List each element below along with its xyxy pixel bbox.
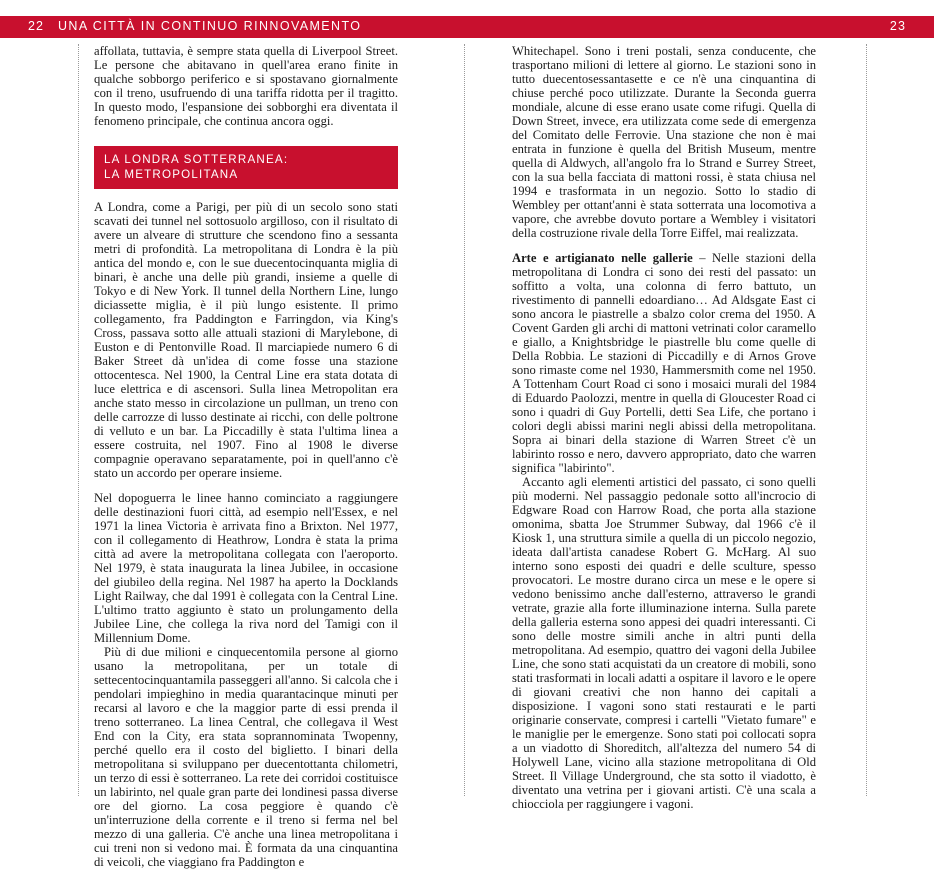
paragraph: A Londra, come a Parigi, per più di un secolo sono stati scavati dei tunnel nel sottosuolo argilloso, con il risultato di avere un alveare di strutture che scendono fino a sessanta metri di profondità. La metropolitana di Londra è la più antica del mondo e, con le sue duecentocinquanta miglia di binari, è anche una delle più grandi, insieme a quelle di Tokyo e di New York. Il tunnel della Northern Line, lungo diciassette miglia, è il più lungo esistente. Il primo collegamento, fra Paddington e Farringdon, via King's Cross, passava sotto alle attuali stazioni di Marylebone, di Euston e di Pentonville Road. Il marciapiede numero 6 di Baker Street dà un'idea di come fosse una stazione ottocentesca. Nel 1900, la Central Line era stata dotata di luce elettrica e di ascensori. Sulla linea Metropolitan era anche stato messo in circolazione un pullman, un treno con delle carrozze di lusso destinate ai ricchi, con delle poltrone di velluto e un bar. La Piccadilly è stata l'ultima linea a essere costruita, nel 1907. Fino al 1908 le diverse compagnie operavano separatamente, poi in quell'anno c'è stato un accordo per operare insieme. [94, 200, 398, 480]
paragraph: Whitechapel. Sono i treni postali, senza conducente, che trasportano milioni di lettere al giorno. Le stazioni sono in tutto duecentosessantasette e ce n'è una cinquantina di chiuse perché poco utilizzate. Durante la Seconda guerra mondiale, alcune di esse erano usate come rifugi. Quella di Down Street, invece, era utilizzata come sede di emergenza del Comitato delle Ferrovie. Una stazione che non è mai entrata in funzione è quella del British Museum, mentre quella di Aldwych, all'angolo fra lo Strand e Surrey Street, con la sua bella facciata di mattoni rossi, è stata chiusa nel 1994 e trasformata in un negozio. Sotto lo stadio di Wembley per ottant'anni è stata sotterrata una locomotiva a vapore, che avrebbe dovuto portare a Wembley i visitatori della costruzione rivale della Torre Eiffel, mai realizzata. [512, 44, 816, 240]
column-rule-right [866, 44, 867, 796]
paragraph: Accanto agli elementi artistici del passato, ci sono quelli più moderni. Nel passaggio pedonale sotto all'incrocio di Edgware Road con Harrow Road, che porta alla stazione omonima, sbatta Joe Strummer Subway, dal 1966 c'è il Kiosk 1, una struttura simile a quella di un piccolo negozio, ideata dall'artista canadese Robert G. McHarg. Al suo interno sono esposti dei quadri e delle sculture, spesso provocatori. Le mostre durano circa un mese e le opere si vedono benissimo anche dall'esterno, attraverso le grandi vetrate, grazie alla forte illuminazione interna. Sulla parete della galleria esterna sono appesi dei quadri interessanti. Ci sono delle mostre simili anche in altri punti della metropolitana. Ad esempio, quattro dei vagoni della Jubilee Line, che sono stati acquistati da un creatore di mobili, sono stati trasformati in locali adatti a ospitare il lavoro e le opere di giovani creativi che non hanno dei capitali a disposizione. I vagoni sono stati restaurati e le parti originarie conservate, compresi i cartelli "Vietato fumare" e le maniglie per le emergenze. Sono stati poi collocati sopra a un viadotto di Shoreditch, all'altezza del numero 54 di Holywell Lane, vicino alla stazione metropolitana di Old Street. Il Village Underground, che sta sotto il viadotto, è diventato una vetrina per i giovani artisti. C'è una scala a chiocciola per raggiungere i vagoni. [512, 475, 816, 811]
running-title: UNA CITTÀ IN CONTINUO RINNOVAMENTO [58, 19, 362, 33]
text-column-right [512, 44, 816, 811]
section-heading-line-1: LA LONDRA SOTTERRANEA: [104, 153, 289, 166]
subsection-runin-title: Arte e artigianato nelle gallerie [512, 251, 693, 265]
subsection-paragraph [512, 251, 816, 475]
paragraph: Più di due milioni e cinquecentomila persone al giorno usano la metropolitana, per un totale di settecentocinquantamila passeggeri all'anno. Si calcola che i pendolari impieghino in media quarantacinque minuti per recarsi al lavoro e che la maggior parte di essi prenda il treno sotterraneo. La linea Central, che collegava il West End con la City, era stata soprannominata Twopenny, perché quello era il costo del biglietto. I binari della metropolitana si sviluppano per duecentottanta chilometri, un terzo di essi è sotterraneo. La rete dei corridoi costituisce un labirinto, nel quale gran parte dei londinesi passa diverse ore del giorno. La cosa peggiore è quando c'è un'interruzione della corrente e il treno si ferma nel bel mezzo di una galleria. C'è anche una linea metropolitana i cui treni non si vedono mai. È formata da una cinquantina di veicoli, che viaggiano fra Paddington e [94, 645, 398, 869]
column-rule-middle [464, 44, 465, 796]
subsection-dash: – [692, 251, 713, 265]
text-column-left [94, 44, 398, 869]
paragraph: Nel dopoguerra le linee hanno cominciato a raggiungere delle destinazioni fuori città, ad esempio nell'Essex, e nel 1971 la linea Victoria è arrivata fino a Brixton. Nel 1977, con il collegamento di Heathrow, Londra è stata la prima città ad avere la metropolitana collegata con l'aeroporto. Nel 1979, è stata inaugurata la linea Jubilee, in occasione del giubileo della regina. Nel 1987 ha aperto la Docklands Light Railway, che dal 1991 è collegata con la Central Line. L'ultimo tratto aggiunto è stato un prolungamento della Jubilee Line, che collega la riva nord del Tamigi con il Millennium Dome. [94, 491, 398, 645]
running-header-bar [0, 16, 934, 38]
folio-right: 23 [889, 19, 906, 33]
column-rule-left [78, 44, 79, 796]
section-heading [94, 146, 398, 189]
folio-left: 22 [28, 19, 45, 33]
paragraph: affollata, tuttavia, è sempre stata quella di Liverpool Street. Le persone che abitavano in quell'area erano finite in qualche sobborgo periferico e si spostavano giornalmente con il treno, usufruendo di una tariffa ridotta per il tragitto. In questo modo, l'espansione dei sobborghi era diventata il fenomeno principale, che continua ancora oggi. [94, 44, 398, 128]
subsection-body: Nelle stazioni della metropolitana di Londra ci sono dei resti del passato: un soffitto a volta, una colonna di ferro battuto, un rivestimento di pannelli edoardiano… Ad Aldsgate East ci sono ancora le piastrelle a sbalzo color crema del 1950. A Covent Garden gli archi di mattoni vetrinati color caramello e giallo, a Knightsbridge le piastrelle blu come quelle di Della Robbia. Le stazioni di Piccadilly e di Arnos Grove sono rimaste come nel 1930, Hammersmith come nel 1950. A Tottenham Court Road ci sono i mosaici murali del 1984 di Eduardo Paolozzi, mentre in quella di Gloucester Road ci sono i quadri di Guy Portelli, detti Sea Life, che portano i colori degli abissi marini negli abissi della metropolitana. Sopra ai binari della stazione di Warren Street c'è un labirinto rosso e nero, davvero appropriato, dato che warren significa "labirinto". [512, 251, 817, 475]
section-heading-line-2: LA METROPOLITANA [104, 168, 239, 181]
